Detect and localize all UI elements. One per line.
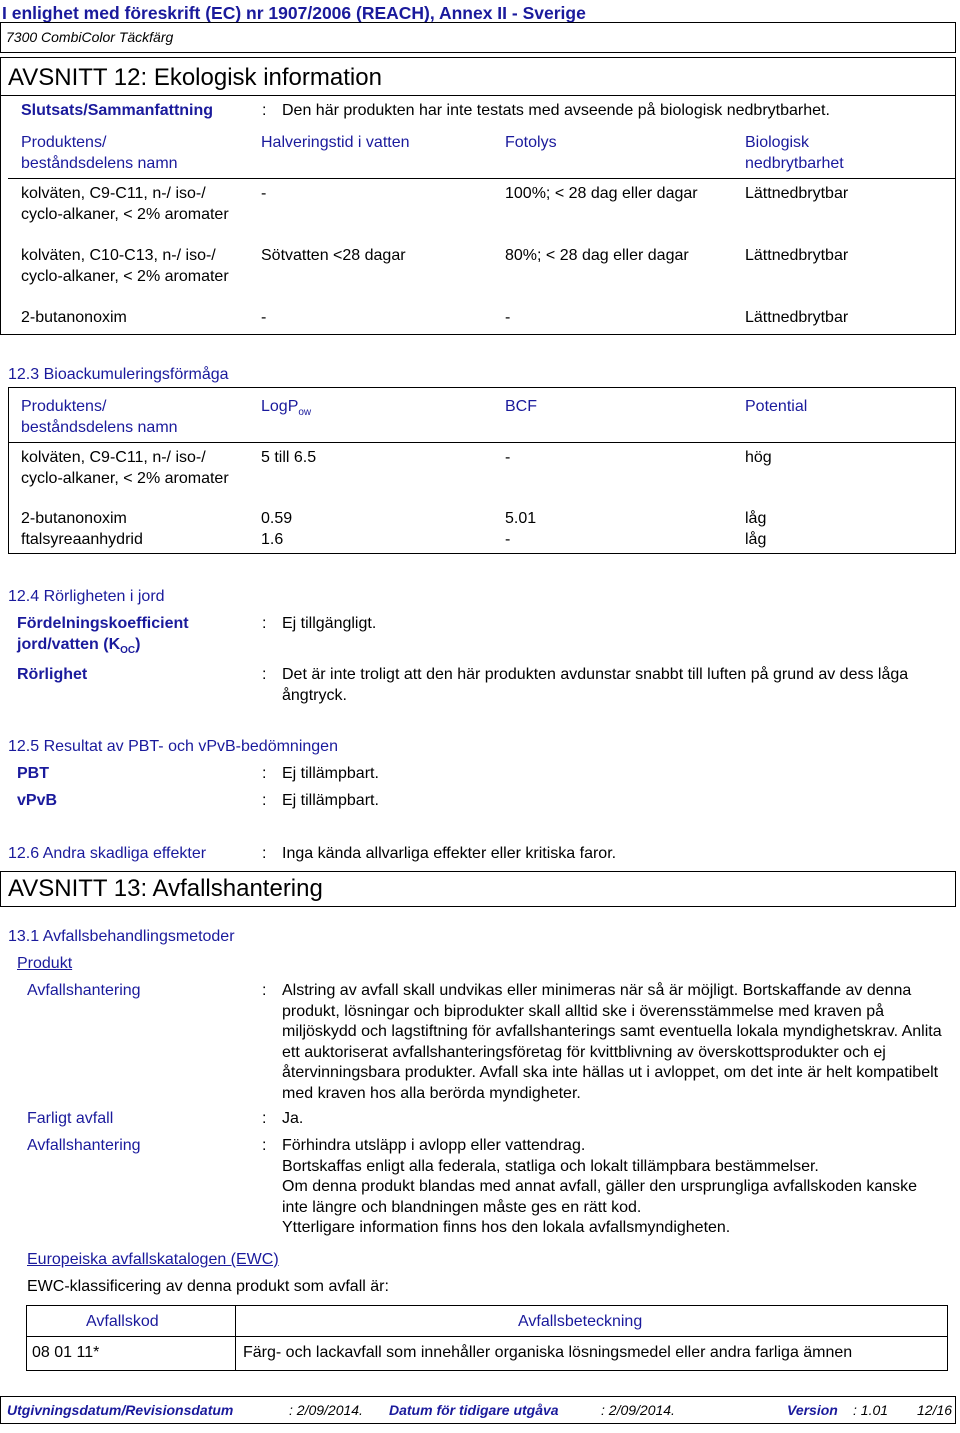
bio-row-3-bcf: - bbox=[505, 531, 511, 548]
koc-label-text: jord/vatten (K bbox=[17, 636, 121, 653]
koc-label-line1: Fördelningskoefficient bbox=[17, 615, 189, 632]
waste-value: Alstring av avfall skall undvikas eller minimeras när så är möjligt. Bortskaffande av denna produkt, lösningar och biprodukter skall alltid ske i överensstämmelse med kraven på miljöskydd och lagstiftning för avfallshanterings samt eventuella lokala myndighetskrav. Anlita ett auktoriserat avfallshanteringsföretag för kvittblivning av överskottsprodukter och ej återvinningsbara produkter. Avfall ska inte hällas ut i avloppet, om det inte är helt kompatibelt med kraven hos alla berörda myndigheter. bbox=[282, 982, 942, 1102]
koc-label-sub: OC bbox=[120, 645, 136, 656]
bio-row-3-name: ftalsyreaanhydrid bbox=[21, 531, 143, 548]
previous-date-label: Datum för tidigare utgåva bbox=[389, 1402, 559, 1418]
bio-header-name: Produktens/ beståndsdelens namn bbox=[21, 398, 178, 436]
deg-header-photolysis: Fotolys bbox=[505, 134, 557, 151]
waste-colon: : bbox=[262, 982, 267, 999]
hazardous-waste-colon: : bbox=[262, 1110, 267, 1127]
deg-row-2-name: kolväten, C10-C13, n-/ iso-/ cyclo-alkaner, < 2% aromater bbox=[21, 247, 229, 285]
pbt-title: 12.5 Resultat av PBT- och vPvB-bedömningen bbox=[8, 738, 338, 755]
summary-label: Slutsats/Sammanfattning bbox=[21, 102, 214, 119]
other-effects-colon: : bbox=[262, 845, 267, 862]
waste2-line-4: Ytterligare information finns hos den lokala avfallsmyndigheten. bbox=[282, 1219, 731, 1236]
bio-row-2-bcf: 5.01 bbox=[505, 510, 537, 527]
pbt-value: Ej tillämpbart. bbox=[282, 765, 379, 782]
koc-value: Ej tillgängligt. bbox=[282, 615, 377, 632]
version-label: Version bbox=[787, 1402, 838, 1418]
deg-row-2-halflife: Sötvatten <28 dagar bbox=[261, 247, 406, 264]
regulation-title: I enlighet med föreskrift (EC) nr 1907/2006 (REACH), Annex II - Sverige bbox=[2, 3, 586, 23]
ewc-row-1-code: 08 01 11* bbox=[32, 1344, 100, 1361]
pbt-colon: : bbox=[262, 765, 267, 782]
bio-row-1-bcf: - bbox=[505, 449, 511, 466]
deg-header-halflife: Halveringstid i vatten bbox=[261, 134, 410, 151]
bio-row-2-name: 2-butanonoxim bbox=[21, 510, 127, 527]
vpvb-label: vPvB bbox=[17, 792, 58, 809]
product-name-box bbox=[0, 22, 956, 53]
bio-row-3-potential: låg bbox=[745, 531, 767, 548]
waste2-line-3: Om denna produkt blandas med annat avfall, gäller den ursprungliga avfallskoden kanske inte längre och blandningen måste ges en rätt kod. bbox=[282, 1178, 918, 1216]
deg-header-biodeg: Biologisk nedbrytbarhet bbox=[745, 134, 844, 172]
koc-colon: : bbox=[262, 615, 267, 632]
issue-date-label: Utgivningsdatum/Revisionsdatum bbox=[7, 1402, 234, 1418]
summary-colon: : bbox=[262, 102, 267, 119]
vpvb-colon: : bbox=[262, 792, 267, 809]
bio-row-2-logp: 0.59 bbox=[261, 510, 293, 527]
bio-row-2-potential: låg bbox=[745, 510, 767, 527]
bioaccumulation-title: 12.3 Bioackumuleringsförmåga bbox=[8, 366, 229, 383]
page-number: 12/16 bbox=[917, 1402, 953, 1418]
waste2-colon: : bbox=[262, 1137, 267, 1154]
waste2-line-1: Förhindra utsläpp i avlopp eller vattendrag. bbox=[282, 1137, 586, 1154]
ewc-intro: EWC-klassificering av denna produkt som avfall är: bbox=[27, 1278, 389, 1295]
deg-row-3-name: 2-butanonoxim bbox=[21, 309, 127, 326]
deg-row-3-biodeg: Lättnedbrytbar bbox=[745, 309, 849, 326]
ewc-heading: Europeiska avfallskatalogen (EWC) bbox=[27, 1251, 279, 1268]
deg-header-rule bbox=[8, 178, 956, 179]
mobility-label: Rörlighet bbox=[17, 666, 88, 683]
bio-row-3-logp: 1.6 bbox=[261, 531, 284, 548]
deg-row-1-biodeg: Lättnedbrytbar bbox=[745, 185, 849, 202]
product-heading: Produkt bbox=[17, 955, 73, 972]
pbt-label: PBT bbox=[17, 765, 49, 782]
page-footer bbox=[0, 1396, 956, 1424]
previous-date-value: : 2/09/2014. bbox=[601, 1402, 675, 1418]
waste2-line-2: Bortskaffas enligt alla federala, statliga och lokalt tillämpbara bestämmelser. bbox=[282, 1158, 819, 1175]
deg-row-2-photolysis: 80%; < 28 dag eller dagar bbox=[505, 247, 689, 264]
hazardous-waste-value: Ja. bbox=[282, 1110, 304, 1127]
section-13-title: AVSNITT 13: Avfallshantering bbox=[8, 875, 323, 902]
bio-header-logp bbox=[261, 397, 311, 420]
issue-date-value: : 2/09/2014. bbox=[289, 1402, 363, 1418]
mobility-value: Det är inte troligt att den här produkten avdunstar snabbt till luften på grund av dess låga ångtryck. bbox=[282, 666, 909, 704]
ewc-header-description: Avfallsbeteckning bbox=[518, 1313, 643, 1330]
deg-row-3-photolysis: - bbox=[505, 309, 511, 326]
deg-row-2-biodeg: Lättnedbrytbar bbox=[745, 247, 849, 264]
methods-title: 13.1 Avfallsbehandlingsmetoder bbox=[8, 928, 235, 945]
deg-row-3-halflife: - bbox=[261, 309, 267, 326]
section-12-divider bbox=[0, 95, 956, 96]
ewc-table-col-divider bbox=[235, 1305, 236, 1371]
other-effects-value: Inga kända allvarliga effekter eller kritiska faror. bbox=[282, 845, 617, 862]
ewc-header-code: Avfallskod bbox=[86, 1313, 159, 1330]
bio-header-logp-sub: ow bbox=[298, 407, 312, 418]
bio-row-1-logp: 5 till 6.5 bbox=[261, 449, 317, 466]
koc-label-end: ) bbox=[135, 636, 141, 653]
bio-row-1-potential: hög bbox=[745, 449, 772, 466]
product-name: 7300 CombiColor Täckfärg bbox=[6, 29, 174, 45]
bio-header-rule bbox=[8, 442, 956, 443]
other-effects-label: 12.6 Andra skadliga effekter bbox=[8, 845, 207, 862]
ewc-row-1-description: Färg- och lackavfall som innehåller organiska lösningsmedel eller andra farliga ämnen bbox=[243, 1344, 853, 1361]
waste2-label: Avfallshantering bbox=[27, 1137, 141, 1154]
section-12-title: AVSNITT 12: Ekologisk information bbox=[8, 64, 382, 91]
ewc-table-row-divider bbox=[26, 1336, 948, 1337]
deg-row-1-name: kolväten, C9-C11, n-/ iso-/ cyclo-alkaner, < 2% aromater bbox=[21, 185, 229, 223]
koc-label-line2 bbox=[17, 635, 140, 658]
mobility-colon: : bbox=[262, 666, 267, 683]
bio-header-bcf: BCF bbox=[505, 398, 537, 415]
deg-row-1-photolysis: 100%; < 28 dag eller dagar bbox=[505, 185, 698, 202]
hazardous-waste-label: Farligt avfall bbox=[27, 1110, 114, 1127]
version-value: : 1.01 bbox=[853, 1402, 889, 1418]
soil-title: 12.4 Rörligheten i jord bbox=[8, 588, 165, 605]
waste-label: Avfallshantering bbox=[27, 982, 141, 999]
deg-row-1-halflife: - bbox=[261, 185, 267, 202]
vpvb-value: Ej tillämpbart. bbox=[282, 792, 379, 809]
summary-value: Den här produkten har inte testats med avseende på biologisk nedbrytbarhet. bbox=[282, 102, 830, 119]
deg-header-name: Produktens/ beståndsdelens namn bbox=[21, 134, 178, 172]
bio-header-logp-text: LogP bbox=[261, 398, 299, 415]
bio-header-potential: Potential bbox=[745, 398, 808, 415]
bio-row-1-name: kolväten, C9-C11, n-/ iso-/ cyclo-alkaner, < 2% aromater bbox=[21, 449, 229, 487]
